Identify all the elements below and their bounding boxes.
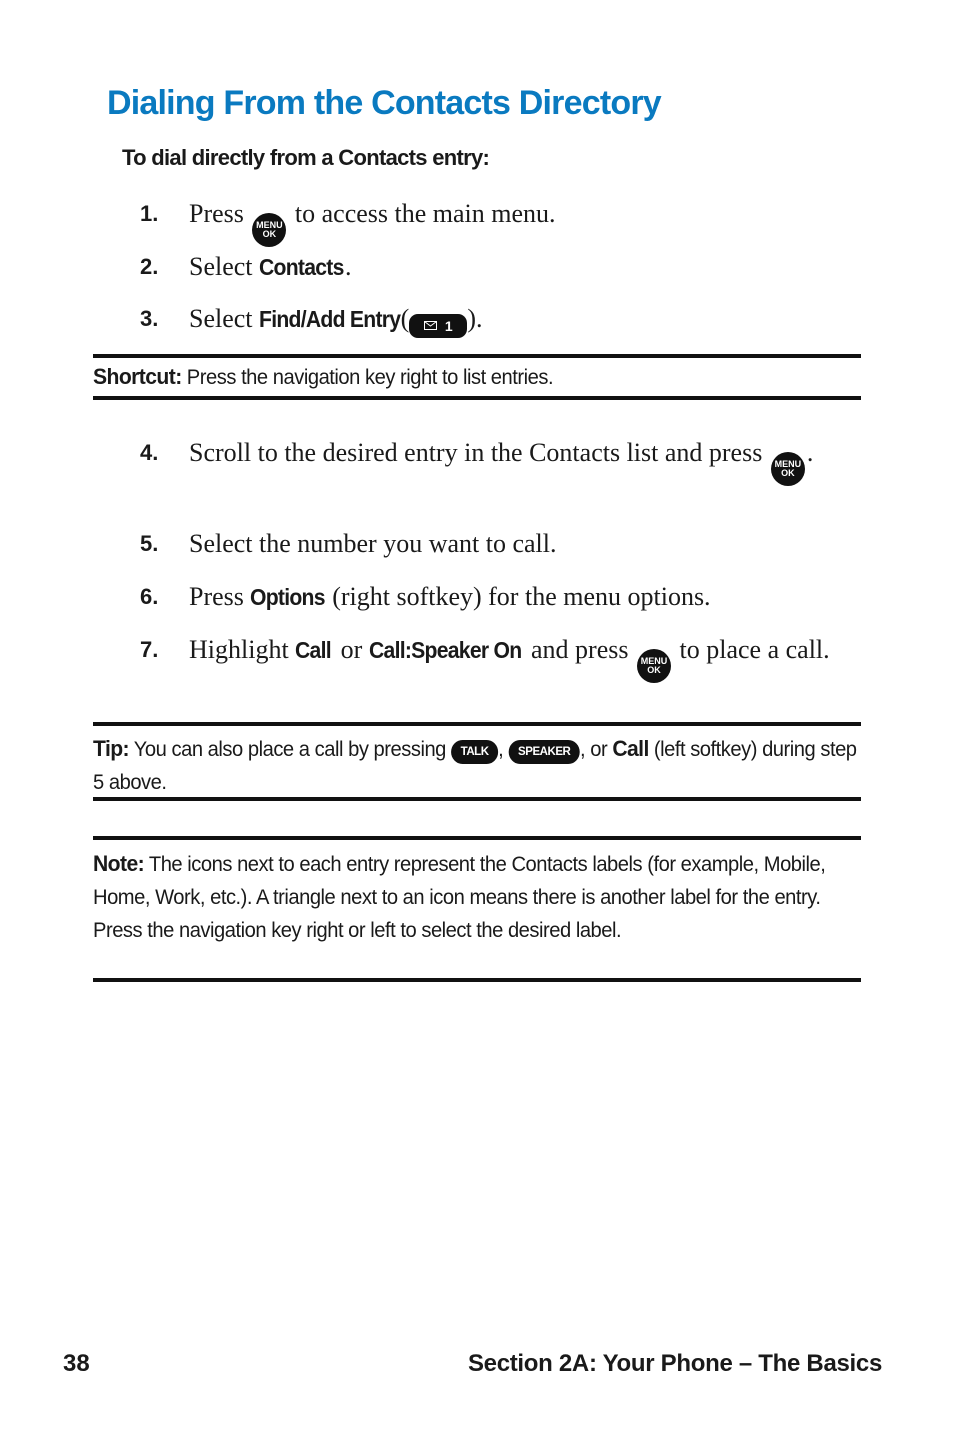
talk-key-icon: TALK xyxy=(451,740,498,764)
step-text: Press xyxy=(189,199,244,228)
tip-label: Tip: xyxy=(93,736,130,761)
intro-heading: To dial directly from a Contacts entry: xyxy=(122,145,490,170)
page-number: 38 xyxy=(63,1350,90,1377)
step-6 xyxy=(140,578,860,616)
step-number: 4. xyxy=(140,440,159,465)
step-text: Scroll to the desired entry in the Contacts list and press xyxy=(189,438,763,467)
tip-box: Tip: You can also place a call by pressing TALK , SPEAKER , or Call (left softkey) during step 5 above. xyxy=(93,722,861,801)
note-text: The icons next to each entry represent the Contacts labels (for example, Mobile, Home, Work, etc.). A triangle next to an icon means there is another label for the entry. Press the navigation key right or left to select the desired label. xyxy=(93,853,826,942)
step-7: 7. Highlight Call or Call:Speaker On and press MENU OK to place a call. xyxy=(140,631,860,683)
step-text: (right softkey) for the menu options. xyxy=(332,582,711,611)
menu-ok-key-icon: MENU OK xyxy=(637,649,671,683)
key-1-icon: 1 xyxy=(409,314,467,338)
shortcut-text: Press the navigation key right to list entries. xyxy=(186,366,554,389)
step-text: Select xyxy=(189,304,253,333)
menu-ok-key-icon: MENU OK xyxy=(771,452,805,486)
tip-text: You can also place a call by pressing xyxy=(133,738,446,761)
envelope-icon xyxy=(424,321,437,330)
menu-option-contacts: Contacts xyxy=(259,254,344,280)
step-1 xyxy=(140,195,860,247)
step-4: 4. Scroll to the desired entry in the Contacts list and press MENU OK . xyxy=(140,434,860,486)
step-text: Select the number you want to call. xyxy=(189,529,557,558)
step-text: . xyxy=(345,252,352,281)
note-box xyxy=(93,836,861,982)
step-text: Press xyxy=(189,582,244,611)
step-number: 2. xyxy=(140,254,159,279)
menu-option-find-add-entry: Find/Add Entry xyxy=(259,306,401,332)
step-text: Highlight xyxy=(189,635,289,664)
section-title: Section 2A: Your Phone – The Basics xyxy=(467,1350,882,1377)
menu-option-call-speaker-on: Call:Speaker On xyxy=(368,637,522,663)
menu-ok-key-icon: MENU OK xyxy=(252,213,286,247)
step-text: to access the main menu. xyxy=(294,199,556,228)
step-number: 7. xyxy=(140,637,159,662)
step-3: 3. Select Find/Add Entry( 1 ). xyxy=(140,300,860,338)
menu-option-call: Call xyxy=(295,637,332,663)
softkey-options: Options xyxy=(250,584,326,610)
note-label: Note: xyxy=(93,851,145,876)
step-number: 5. xyxy=(140,531,159,556)
shortcut-label: Shortcut: xyxy=(93,364,182,389)
step-2 xyxy=(140,248,860,286)
page-title: Dialing From the Contacts Directory xyxy=(107,84,661,122)
step-text: Select xyxy=(189,252,253,281)
shortcut-box xyxy=(93,354,861,400)
step-number: 1. xyxy=(140,201,159,226)
step-number: 3. xyxy=(140,306,159,331)
speaker-key-icon: SPEAKER xyxy=(508,740,580,764)
step-number: 6. xyxy=(140,584,159,609)
step-5 xyxy=(140,525,860,563)
softkey-call: Call xyxy=(612,736,649,761)
